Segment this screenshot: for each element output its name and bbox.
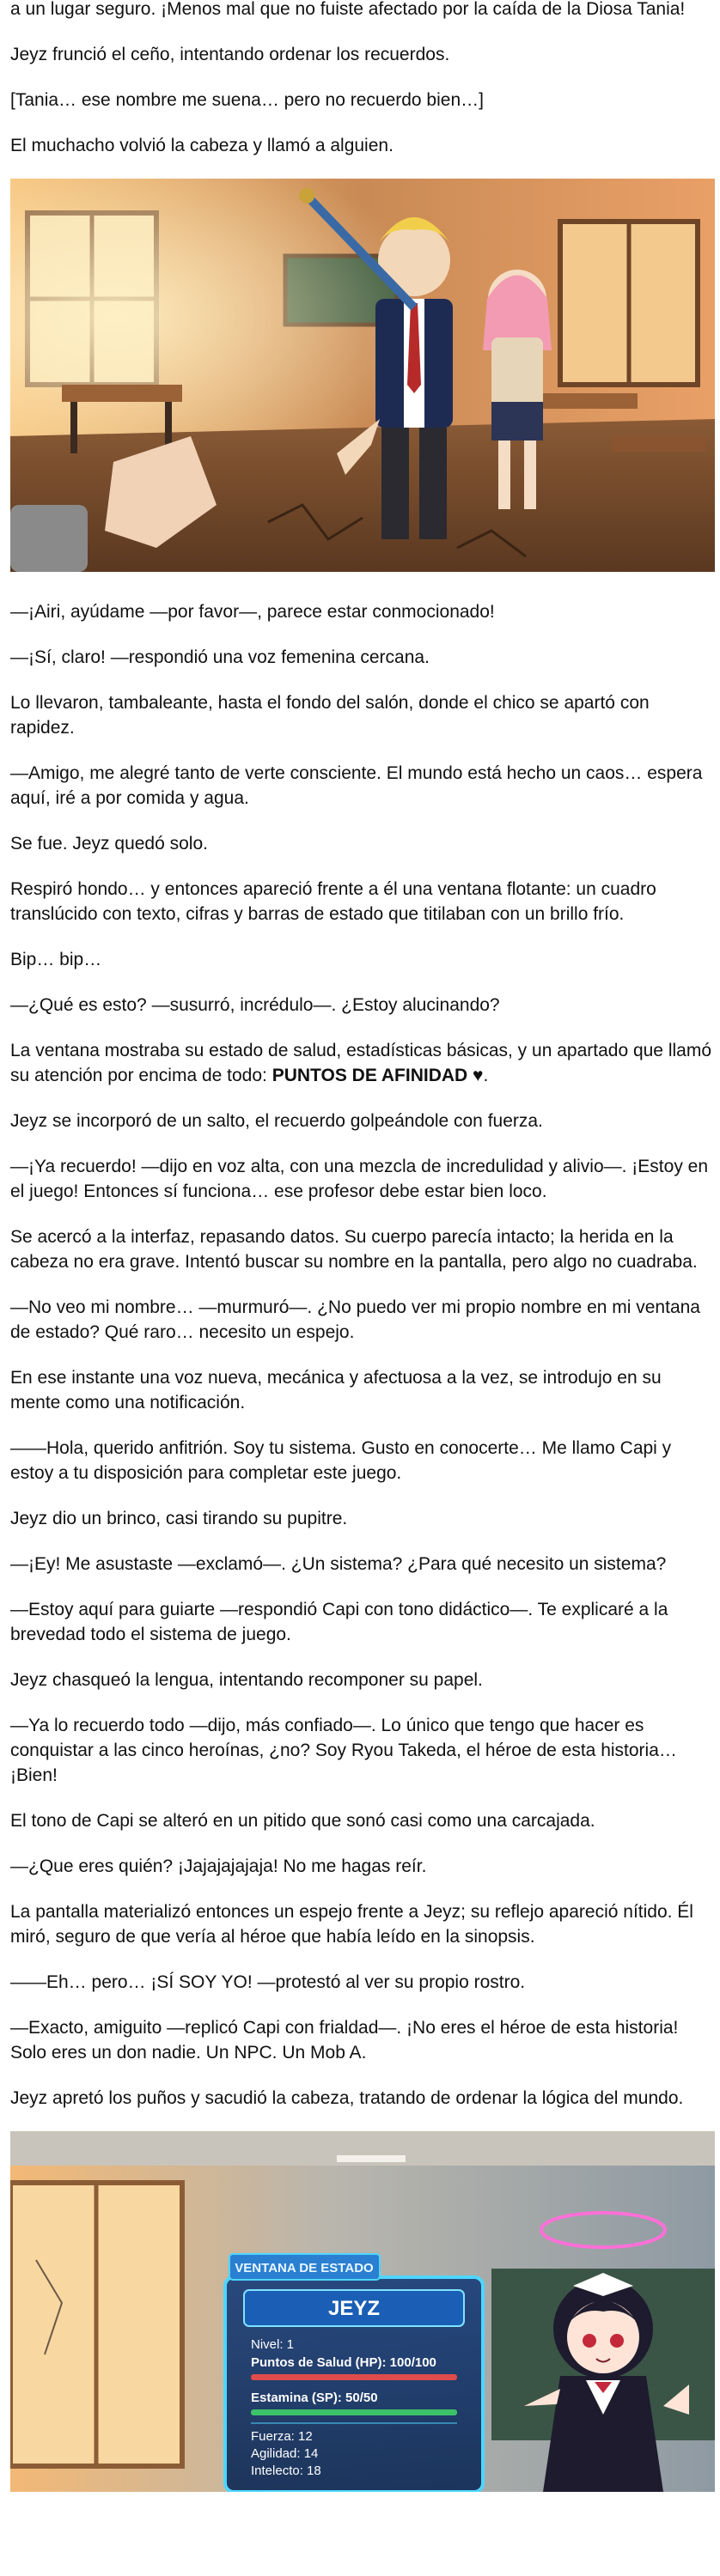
hp-stat: Puntos de Salud (HP): 100/100 (251, 2355, 436, 2370)
paragraph: Jeyz se incorporó de un salto, el recuerdo golpeándole con fuerza. (10, 1111, 543, 1131)
paragraph: —Estoy aquí para guiarte —respondió Capi con tono didáctico—. Te explicaré a la brevedad todo el sistema de juego. (10, 1600, 668, 1644)
classroom-illustration (10, 179, 715, 572)
status-paragraph-prefix: La ventana mostraba su estado de salud, estadísticas básicas, y un apartado que llamó su atención por encima de todo: (10, 1041, 712, 1085)
paragraph: Se acercó a la interfaz, repasando datos. Su cuerpo parecía intacto; la herida en la cabeza no era grave. Intentó buscar su nombre en la pantalla, pero algo no cuadraba. (10, 1227, 698, 1272)
paragraph: Respiró hondo… y entonces apareció frente a él una ventana flotante: un cuadro translúcido con texto, cifras y barras de estado que titilaban con un brillo frío. (10, 879, 656, 924)
paragraph: —Amigo, me alegré tanto de verte consciente. El mundo está hecho un caos… espera aquí, iré a por comida y agua. (10, 763, 703, 808)
hp-bar-fill (251, 2374, 457, 2380)
status-paragraph (10, 1038, 711, 1088)
character-name: JEYZ (327, 2297, 381, 2320)
paragraph: Se fue. Jeyz quedó solo. (10, 834, 208, 854)
paragraph: —¡Ya recuerdo! —dijo en voz alta, con una mezcla de incredulidad y alivio—. ¡Estoy en el juego! Entonces sí funciona… ese profesor debe estar bien loco. (10, 1157, 709, 1201)
paragraph: —¡Airi, ayúdame —por favor—, parece estar conmocionado! (10, 602, 495, 622)
paragraph: —Exacto, amiguito —replicó Capi con frialdad—. ¡No eres el héroe de esta historia! Solo eres un don nadie. Un NPC. Un Mob A. (10, 2018, 679, 2063)
classroom-scene-image (10, 179, 715, 572)
paragraph: El tono de Capi se alteró en un pitido que sonó casi como una carcajada. (10, 1811, 595, 1831)
paragraph: a un lugar seguro. ¡Menos mal que no fuiste afectado por la caída de la Diosa Tania! (10, 0, 686, 19)
paragraph: —¿Que eres quién? ¡Jajajajajaja! No me hagas reír. (10, 1856, 427, 1876)
paragraph: [Tania… ese nombre me suena… pero no recuerdo bien…] (10, 90, 484, 110)
status-window-illustration (10, 2131, 715, 2492)
affinity-points-label: PUNTOS DE AFINIDAD ♥ (272, 1066, 484, 1085)
paragraph: Jeyz frunció el ceño, intentando ordenar los recuerdos. (10, 45, 450, 64)
level-stat: Nivel: 1 (251, 2337, 295, 2352)
paragraph: —¿Qué es esto? —susurró, incrédulo—. ¿Estoy alucinando? (10, 995, 500, 1015)
strength-stat: Fuerza: 12 (251, 2429, 313, 2444)
intellect-stat: Intelecto: 18 (251, 2464, 321, 2478)
status-window-image (10, 2131, 715, 2492)
sp-bar-fill (251, 2409, 457, 2415)
paragraph: —Ya lo recuerdo todo —dijo, más confiado—. Lo único que tengo que hacer es conquistar a las cinco heroínas, ¿no? Soy Ryou Takeda, el héroe de esta historia… ¡Bien! (10, 1716, 677, 1785)
paragraph: —¡Sí, claro! —respondió una voz femenina cercana. (10, 647, 430, 667)
paragraph: El muchacho volvió la cabeza y llamó a alguien. (10, 136, 394, 155)
paragraph: ——Hola, querido anfitrión. Soy tu sistema. Gusto en conocerte… Me llamo Capi y estoy a tu disposición para completar este juego. (10, 1438, 672, 1483)
paragraph: Jeyz chasqueó la lengua, intentando recomponer su papel. (10, 1670, 483, 1690)
paragraph: —No veo mi nombre… —murmuró—. ¿No puedo ver mi propio nombre en mi ventana de estado? Qué raro… necesito un espejo. (10, 1297, 700, 1342)
paragraph: —¡Ey! Me asustaste —exclamó—. ¿Un sistema? ¿Para qué necesito un sistema? (10, 1554, 667, 1574)
paragraph: En ese instante una voz nueva, mecánica y afectuosa a la vez, se introdujo en su mente como una notificación. (10, 1368, 662, 1413)
status-window (225, 2254, 483, 2492)
paragraph: Jeyz apretó los puños y sacudió la cabeza, tratando de ordenar la lógica del mundo. (10, 2088, 684, 2108)
paragraph: ——Eh… pero… ¡SÍ SOY YO! —protestó al ver su propio rostro. (10, 1972, 526, 1992)
paragraph: Jeyz dio un brinco, casi tirando su pupitre. (10, 1509, 348, 1528)
agility-stat: Agilidad: 14 (251, 2446, 319, 2461)
paragraph: La pantalla materializó entonces un espejo frente a Jeyz; su reflejo apareció nítido. Él miró, seguro de que vería al héroe que había leído en la sinopsis. (10, 1902, 693, 1947)
paragraph: Bip… bip… (10, 950, 102, 969)
status-paragraph-suffix: . (483, 1066, 489, 1085)
paragraph: Lo llevaron, tambaleante, hasta el fondo del salón, donde el chico se apartó con rapidez. (10, 693, 650, 738)
sp-stat: Estamina (SP): 50/50 (251, 2391, 378, 2405)
status-window-header: VENTANA DE ESTADO (235, 2261, 374, 2275)
